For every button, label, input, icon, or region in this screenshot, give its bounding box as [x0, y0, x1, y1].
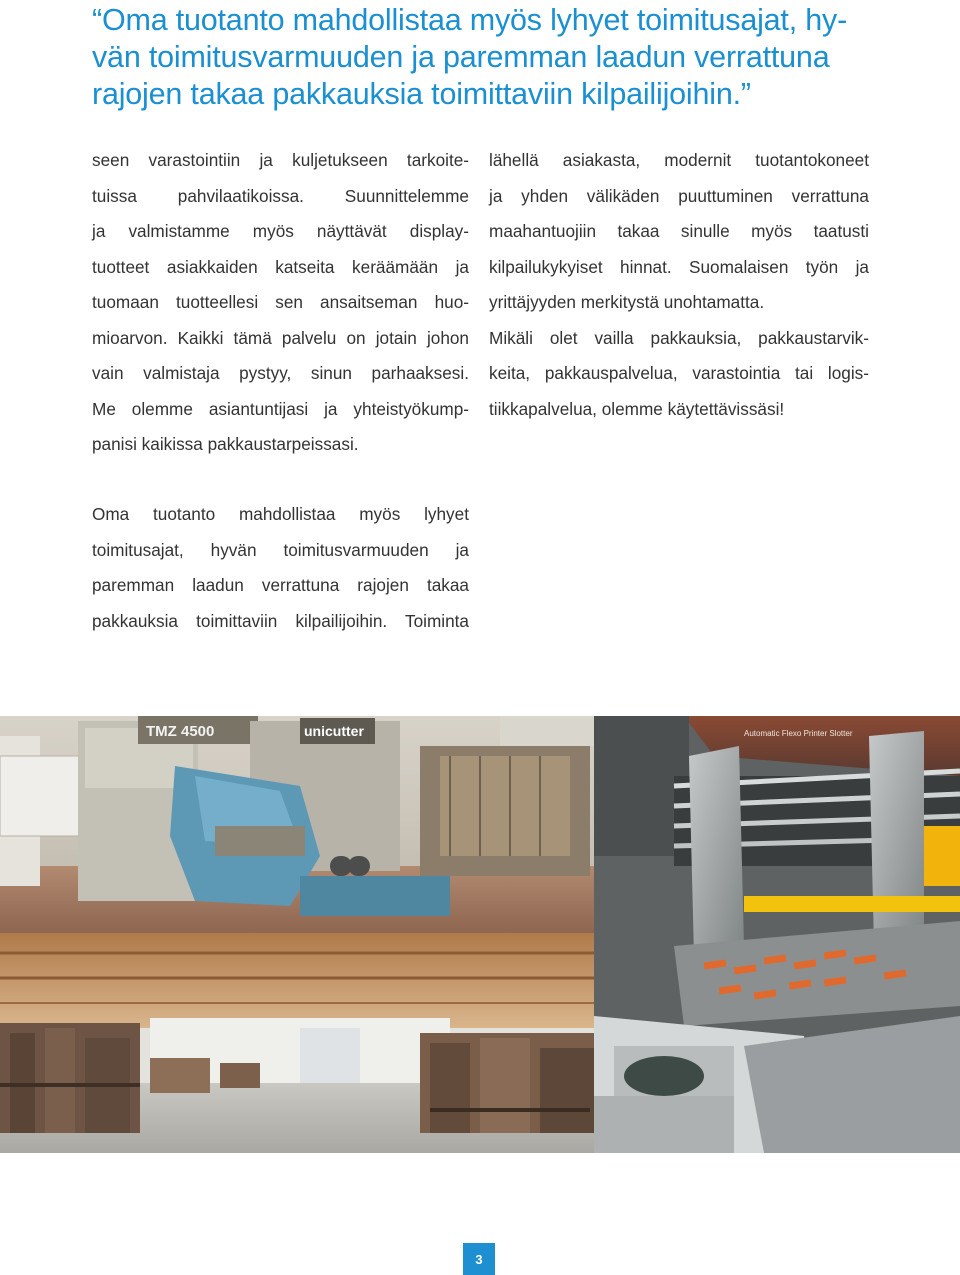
text-line: tiikkapalvelua, olemme käytettävissäsi! — [489, 398, 785, 419]
text-line: mioarvon. Kaikki tämä palvelu on jotain johon — [92, 327, 469, 348]
text-line: vain valmistaja pystyy, sinun parhaaksesi. — [92, 363, 469, 383]
text-line: lähellä asiakasta, modernit tuotantokoneet — [489, 150, 869, 170]
pull-quote — [92, 2, 892, 113]
text-line: ja yhden välikäden puuttuminen verrattuna — [489, 185, 869, 206]
page-number: 3 — [475, 1251, 483, 1267]
printer-label: Automatic Flexo Printer Slotter — [744, 729, 853, 738]
text-line: panisi kaikissa pakkaustarpeissasi. — [92, 434, 359, 454]
photo-warehouse-pallets — [0, 933, 594, 1153]
page-number-badge — [463, 1243, 495, 1275]
text-line: maahantuojiin takaa sinulle myös taatusti — [489, 221, 869, 241]
text-line: Me olemme asiantuntijasi ja yhteistyökump- — [92, 398, 469, 419]
machine-brand-right: unicutter — [304, 723, 364, 739]
text-line: toimitusajat, hyvän toimitusvarmuuden ja — [92, 539, 469, 560]
photo-die-cutting-machines — [0, 716, 594, 933]
machine-brand-left: TMZ 4500 — [146, 723, 215, 740]
body-column-lower — [92, 497, 469, 639]
quote-line-3: rajojen takaa pakkauksia toimittaviin kilpailijoihin. — [92, 77, 741, 111]
text-line: Oma tuotanto mahdollistaa myös lyhyet — [92, 504, 469, 524]
text-line: ja valmistamme myös näyttävät display- — [92, 221, 469, 241]
quote-line-2: vän toimitusvarmuuden ja paremman laadun verrattuna — [92, 40, 830, 74]
quote-line-1: Oma tuotanto mahdollistaa myös lyhyet toimitusajat, hy- — [101, 3, 848, 37]
quote-close-mark: ” — [740, 77, 751, 111]
quote-line — [92, 2, 892, 39]
text-line: pakkauksia toimittaviin kilpailijoihin. Toiminta — [92, 610, 469, 631]
text-line: yrittäjyyden merkitystä unohtamatta. — [489, 292, 765, 312]
quote-open-mark: “ — [92, 3, 102, 37]
body-column-left — [92, 143, 469, 463]
text-line: tuotteet asiakkaiden katseita keräämään ja — [92, 256, 469, 277]
text-line: kilpailukykyiset hinnat. Suomalaisen työn ja — [489, 256, 869, 277]
text-line: tuissa pahvilaatikoissa. Suunnittelemme — [92, 185, 469, 206]
body-column-right — [489, 143, 869, 427]
text-line: Mikäli olet vailla pakkauksia, pakkaustarvik- — [489, 327, 869, 348]
text-line: paremman laadun verrattuna rajojen takaa — [92, 575, 469, 595]
text-line: seen varastointiin ja kuljetukseen tarkoite- — [92, 150, 469, 170]
text-line: keita, pakkauspalvelua, varastointia tai logis- — [489, 363, 869, 383]
photo-flexo-printer — [594, 716, 960, 1153]
text-line: tuomaan tuotteellesi sen ansaitseman huo- — [92, 292, 469, 312]
quote-line — [92, 76, 892, 113]
